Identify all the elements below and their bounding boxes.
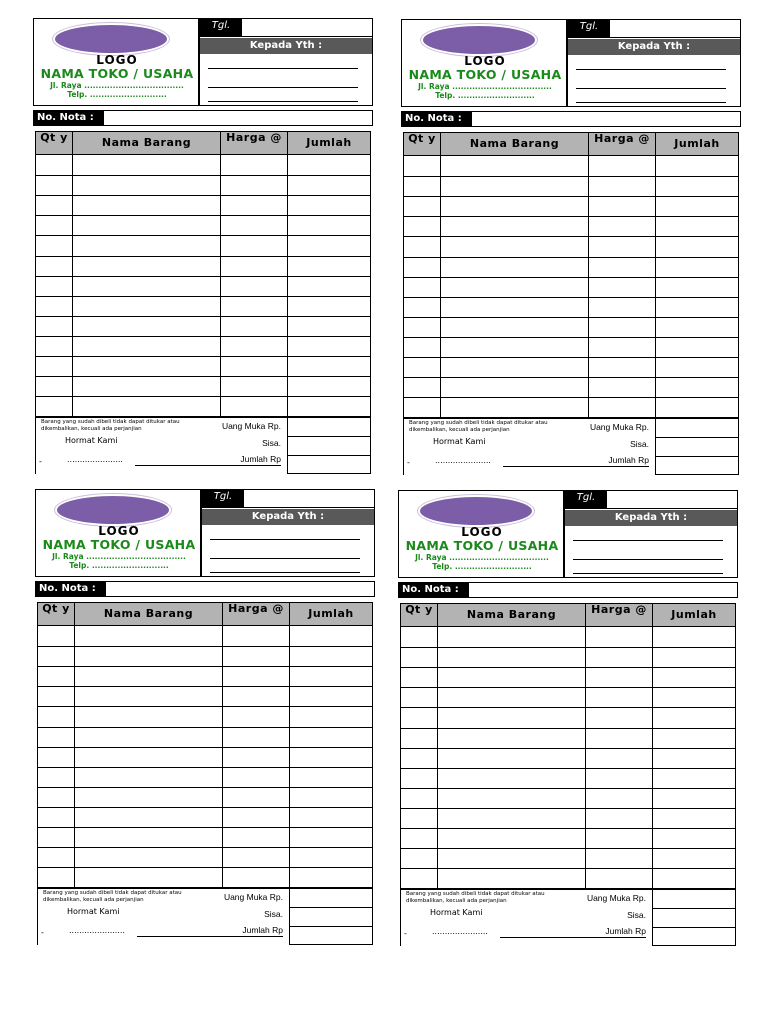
shop-address: Jl. Raya ................................... [418, 82, 552, 91]
col-price: Harga @ [223, 603, 290, 625]
table-column-line [588, 156, 589, 418]
invoice-number-field[interactable] [401, 111, 741, 127]
table-row-line [36, 235, 370, 236]
recipient-line [208, 87, 358, 88]
signature-placeholder: ...................... [67, 455, 123, 464]
table-row-line [401, 748, 735, 749]
nota-form [33, 18, 373, 478]
remaining-label: Sisa. [264, 909, 283, 919]
col-qty: Qt y [38, 603, 75, 625]
table-row-line [404, 357, 738, 358]
col-total: Jumlah [674, 137, 720, 150]
totals-divider [288, 436, 370, 437]
recipient-line [210, 572, 360, 573]
table-row-line [401, 828, 735, 829]
signature-placeholder: ...................... [432, 927, 488, 936]
table-row-line [404, 176, 738, 177]
invoice-number-field[interactable] [33, 110, 373, 126]
recipient-line [573, 559, 723, 560]
totals-divider [653, 908, 735, 909]
col-total: Jumlah [306, 136, 352, 149]
regards-text: Hormat Kami [430, 908, 483, 917]
table-row-line [404, 397, 738, 398]
date-label: Tgl. [565, 491, 607, 508]
remaining-label: Sisa. [262, 438, 281, 448]
shop-phone: Telp. ........................... [69, 561, 169, 570]
return-policy-note: Barang yang sudah dibeli tidak dapat ditukar atau dikembalikan, kecuali ada perjanjian [406, 891, 545, 904]
recipient-field[interactable] [199, 37, 373, 106]
table-header [35, 131, 371, 155]
invoice-number-label: No. Nota : [36, 582, 106, 596]
table-row-line [36, 215, 370, 216]
table-column-line [437, 627, 438, 889]
table-row-line [36, 396, 370, 397]
date-label: Tgl. [202, 490, 244, 507]
table-row-line [36, 376, 370, 377]
col-name: Nama Barang [441, 133, 589, 155]
logo-text: LOGO [96, 53, 138, 67]
logo-ellipse-icon [420, 497, 532, 525]
table-column-line [74, 626, 75, 888]
table-column-line [72, 155, 73, 417]
date-field[interactable] [567, 19, 741, 38]
totals-divider [653, 927, 735, 928]
table-row-line [36, 296, 370, 297]
return-policy-note: Barang yang sudah dibeli tidak dapat ditukar atau dikembalikan, kecuali ada perjanjian [41, 419, 180, 432]
shop-header [35, 489, 201, 577]
date-label: Tgl. [200, 19, 242, 36]
table-header [37, 602, 373, 626]
table-row-line [401, 707, 735, 708]
table-row-line [404, 257, 738, 258]
logo-ellipse-icon [55, 25, 167, 53]
logo-ellipse-icon [57, 496, 169, 524]
recipient-line [210, 539, 360, 540]
form-footer [35, 417, 371, 474]
table-row-line [401, 768, 735, 769]
table-row-line [38, 646, 372, 647]
regards-text: Hormat Kami [67, 907, 120, 916]
table-row-line [401, 868, 735, 869]
shop-phone: Telp. ........................... [67, 90, 167, 99]
shop-header [33, 18, 199, 106]
table-row-line [36, 175, 370, 176]
table-row-line [404, 377, 738, 378]
total-amount-label: Jumlah Rp [240, 454, 281, 464]
col-total: Jumlah [671, 608, 717, 621]
recipient-line [576, 69, 726, 70]
signature-line [137, 936, 283, 937]
col-price: Harga @ [586, 604, 653, 626]
logo-text: LOGO [98, 524, 140, 538]
down-payment-label: Uang Muka Rp. [221, 421, 281, 431]
table-row-line [401, 667, 735, 668]
signature-line [135, 465, 281, 466]
shop-name: NAMA TOKO / USAHA [40, 66, 194, 81]
recipient-line [208, 101, 358, 102]
totals-box[interactable] [655, 418, 739, 475]
nota-form [398, 490, 738, 950]
form-footer [400, 889, 736, 946]
totals-box[interactable] [652, 889, 736, 946]
totals-divider [288, 455, 370, 456]
shop-name: NAMA TOKO / USAHA [408, 67, 562, 82]
table-body[interactable] [400, 627, 736, 889]
logo-text: LOGO [461, 525, 503, 539]
down-payment-label: Uang Muka Rp. [586, 893, 646, 903]
regards-text: Hormat Kami [433, 437, 486, 446]
table-row-line [36, 316, 370, 317]
shop-name: NAMA TOKO / USAHA [42, 537, 196, 552]
table-row-line [404, 277, 738, 278]
table-column-line [222, 626, 223, 888]
table-column-line [652, 627, 653, 889]
col-qty: Qt y [36, 132, 73, 154]
totals-divider [290, 907, 372, 908]
form-footer [37, 888, 373, 945]
table-row-line [38, 727, 372, 728]
table-column-line [585, 627, 586, 889]
recipient-line [573, 573, 723, 574]
table-row-line [38, 867, 372, 868]
shop-header [398, 490, 564, 578]
date-label: Tgl. [568, 20, 610, 37]
table-row-line [38, 767, 372, 768]
table-body[interactable] [35, 155, 371, 417]
shop-address: Jl. Raya ................................... [50, 81, 184, 90]
footer-divider [400, 889, 652, 890]
recipient-label: Kepada Yth : [202, 509, 374, 525]
table-row-line [38, 686, 372, 687]
down-payment-label: Uang Muka Rp. [589, 422, 649, 432]
table-row-line [401, 687, 735, 688]
table-row-line [38, 847, 372, 848]
recipient-label: Kepada Yth : [568, 39, 740, 55]
table-row-line [404, 196, 738, 197]
col-name: Nama Barang [438, 604, 586, 626]
signature-placeholder: ...................... [435, 456, 491, 465]
remaining-label: Sisa. [627, 910, 646, 920]
shop-address: Jl. Raya ................................... [415, 553, 549, 562]
return-policy-note: Barang yang sudah dibeli tidak dapat ditukar atau dikembalikan, kecuali ada perjanjian [43, 890, 182, 903]
table-row-line [38, 747, 372, 748]
shop-header [401, 19, 567, 107]
footer-divider [403, 418, 655, 419]
invoice-number-label: No. Nota : [34, 111, 104, 125]
recipient-line [576, 88, 726, 89]
totals-box[interactable] [287, 417, 371, 474]
table-column-line [440, 156, 441, 418]
table-row-line [401, 788, 735, 789]
col-qty: Qt y [401, 604, 438, 626]
table-column-line [220, 155, 221, 417]
col-total: Jumlah [308, 607, 354, 620]
invoice-number-field[interactable] [398, 582, 738, 598]
col-price: Harga @ [221, 132, 288, 154]
dash-mark: - [41, 928, 44, 937]
table-row-line [404, 317, 738, 318]
table-row-line [38, 807, 372, 808]
table-column-line [287, 155, 288, 417]
table-row-line [401, 848, 735, 849]
recipient-line [573, 540, 723, 541]
table-body[interactable] [403, 156, 739, 418]
regards-text: Hormat Kami [65, 436, 118, 445]
dash-mark: - [39, 457, 42, 466]
down-payment-label: Uang Muka Rp. [223, 892, 283, 902]
shop-address: Jl. Raya ................................... [52, 552, 186, 561]
footer-divider [35, 417, 287, 418]
table-row-line [404, 337, 738, 338]
table-header [403, 132, 739, 156]
signature-line [500, 937, 646, 938]
recipient-line [576, 102, 726, 103]
table-row-line [36, 336, 370, 337]
recipient-field[interactable] [201, 508, 375, 577]
footer-divider [400, 889, 401, 946]
table-row-line [38, 706, 372, 707]
dash-mark: - [404, 929, 407, 938]
table-header [400, 603, 736, 627]
totals-divider [656, 456, 738, 457]
table-row-line [401, 728, 735, 729]
recipient-label: Kepada Yth : [565, 510, 737, 526]
invoice-number-label: No. Nota : [402, 112, 472, 126]
table-row-line [36, 195, 370, 196]
footer-divider [403, 418, 404, 475]
footer-divider [37, 888, 289, 889]
col-name: Nama Barang [75, 603, 223, 625]
return-policy-note: Barang yang sudah dibeli tidak dapat ditukar atau dikembalikan, kecuali ada perjanjian [409, 420, 548, 433]
total-amount-label: Jumlah Rp [242, 925, 283, 935]
shop-phone: Telp. ........................... [432, 562, 532, 571]
table-row-line [404, 216, 738, 217]
recipient-line [208, 68, 358, 69]
total-amount-label: Jumlah Rp [605, 926, 646, 936]
signature-placeholder: ...................... [69, 926, 125, 935]
table-column-line [655, 156, 656, 418]
col-name: Nama Barang [73, 132, 221, 154]
col-price: Harga @ [589, 133, 656, 155]
table-row-line [38, 787, 372, 788]
totals-divider [656, 437, 738, 438]
table-row-line [404, 297, 738, 298]
form-footer [403, 418, 739, 475]
date-field[interactable] [199, 18, 373, 37]
date-field[interactable] [201, 489, 375, 508]
table-row-line [36, 276, 370, 277]
table-row-line [38, 666, 372, 667]
total-amount-label: Jumlah Rp [608, 455, 649, 465]
nota-form [401, 19, 741, 479]
logo-ellipse-icon [423, 26, 535, 54]
shop-name: NAMA TOKO / USAHA [405, 538, 559, 553]
nota-form [35, 489, 375, 949]
table-row-line [401, 647, 735, 648]
invoice-number-field[interactable] [35, 581, 375, 597]
table-body[interactable] [37, 626, 373, 888]
recipient-field[interactable] [567, 38, 741, 107]
dash-mark: - [407, 458, 410, 467]
signature-line [503, 466, 649, 467]
footer-divider [35, 417, 36, 474]
totals-box[interactable] [289, 888, 373, 945]
logo-text: LOGO [464, 54, 506, 68]
table-row-line [404, 236, 738, 237]
recipient-field[interactable] [564, 509, 738, 578]
table-row-line [36, 256, 370, 257]
remaining-label: Sisa. [630, 439, 649, 449]
invoice-number-label: No. Nota : [399, 583, 469, 597]
table-row-line [38, 827, 372, 828]
footer-divider [37, 888, 38, 945]
totals-divider [290, 926, 372, 927]
table-row-line [401, 808, 735, 809]
recipient-label: Kepada Yth : [200, 38, 372, 54]
col-qty: Qt y [404, 133, 441, 155]
shop-phone: Telp. ........................... [435, 91, 535, 100]
recipient-line [210, 558, 360, 559]
table-column-line [289, 626, 290, 888]
table-row-line [36, 356, 370, 357]
date-field[interactable] [564, 490, 738, 509]
